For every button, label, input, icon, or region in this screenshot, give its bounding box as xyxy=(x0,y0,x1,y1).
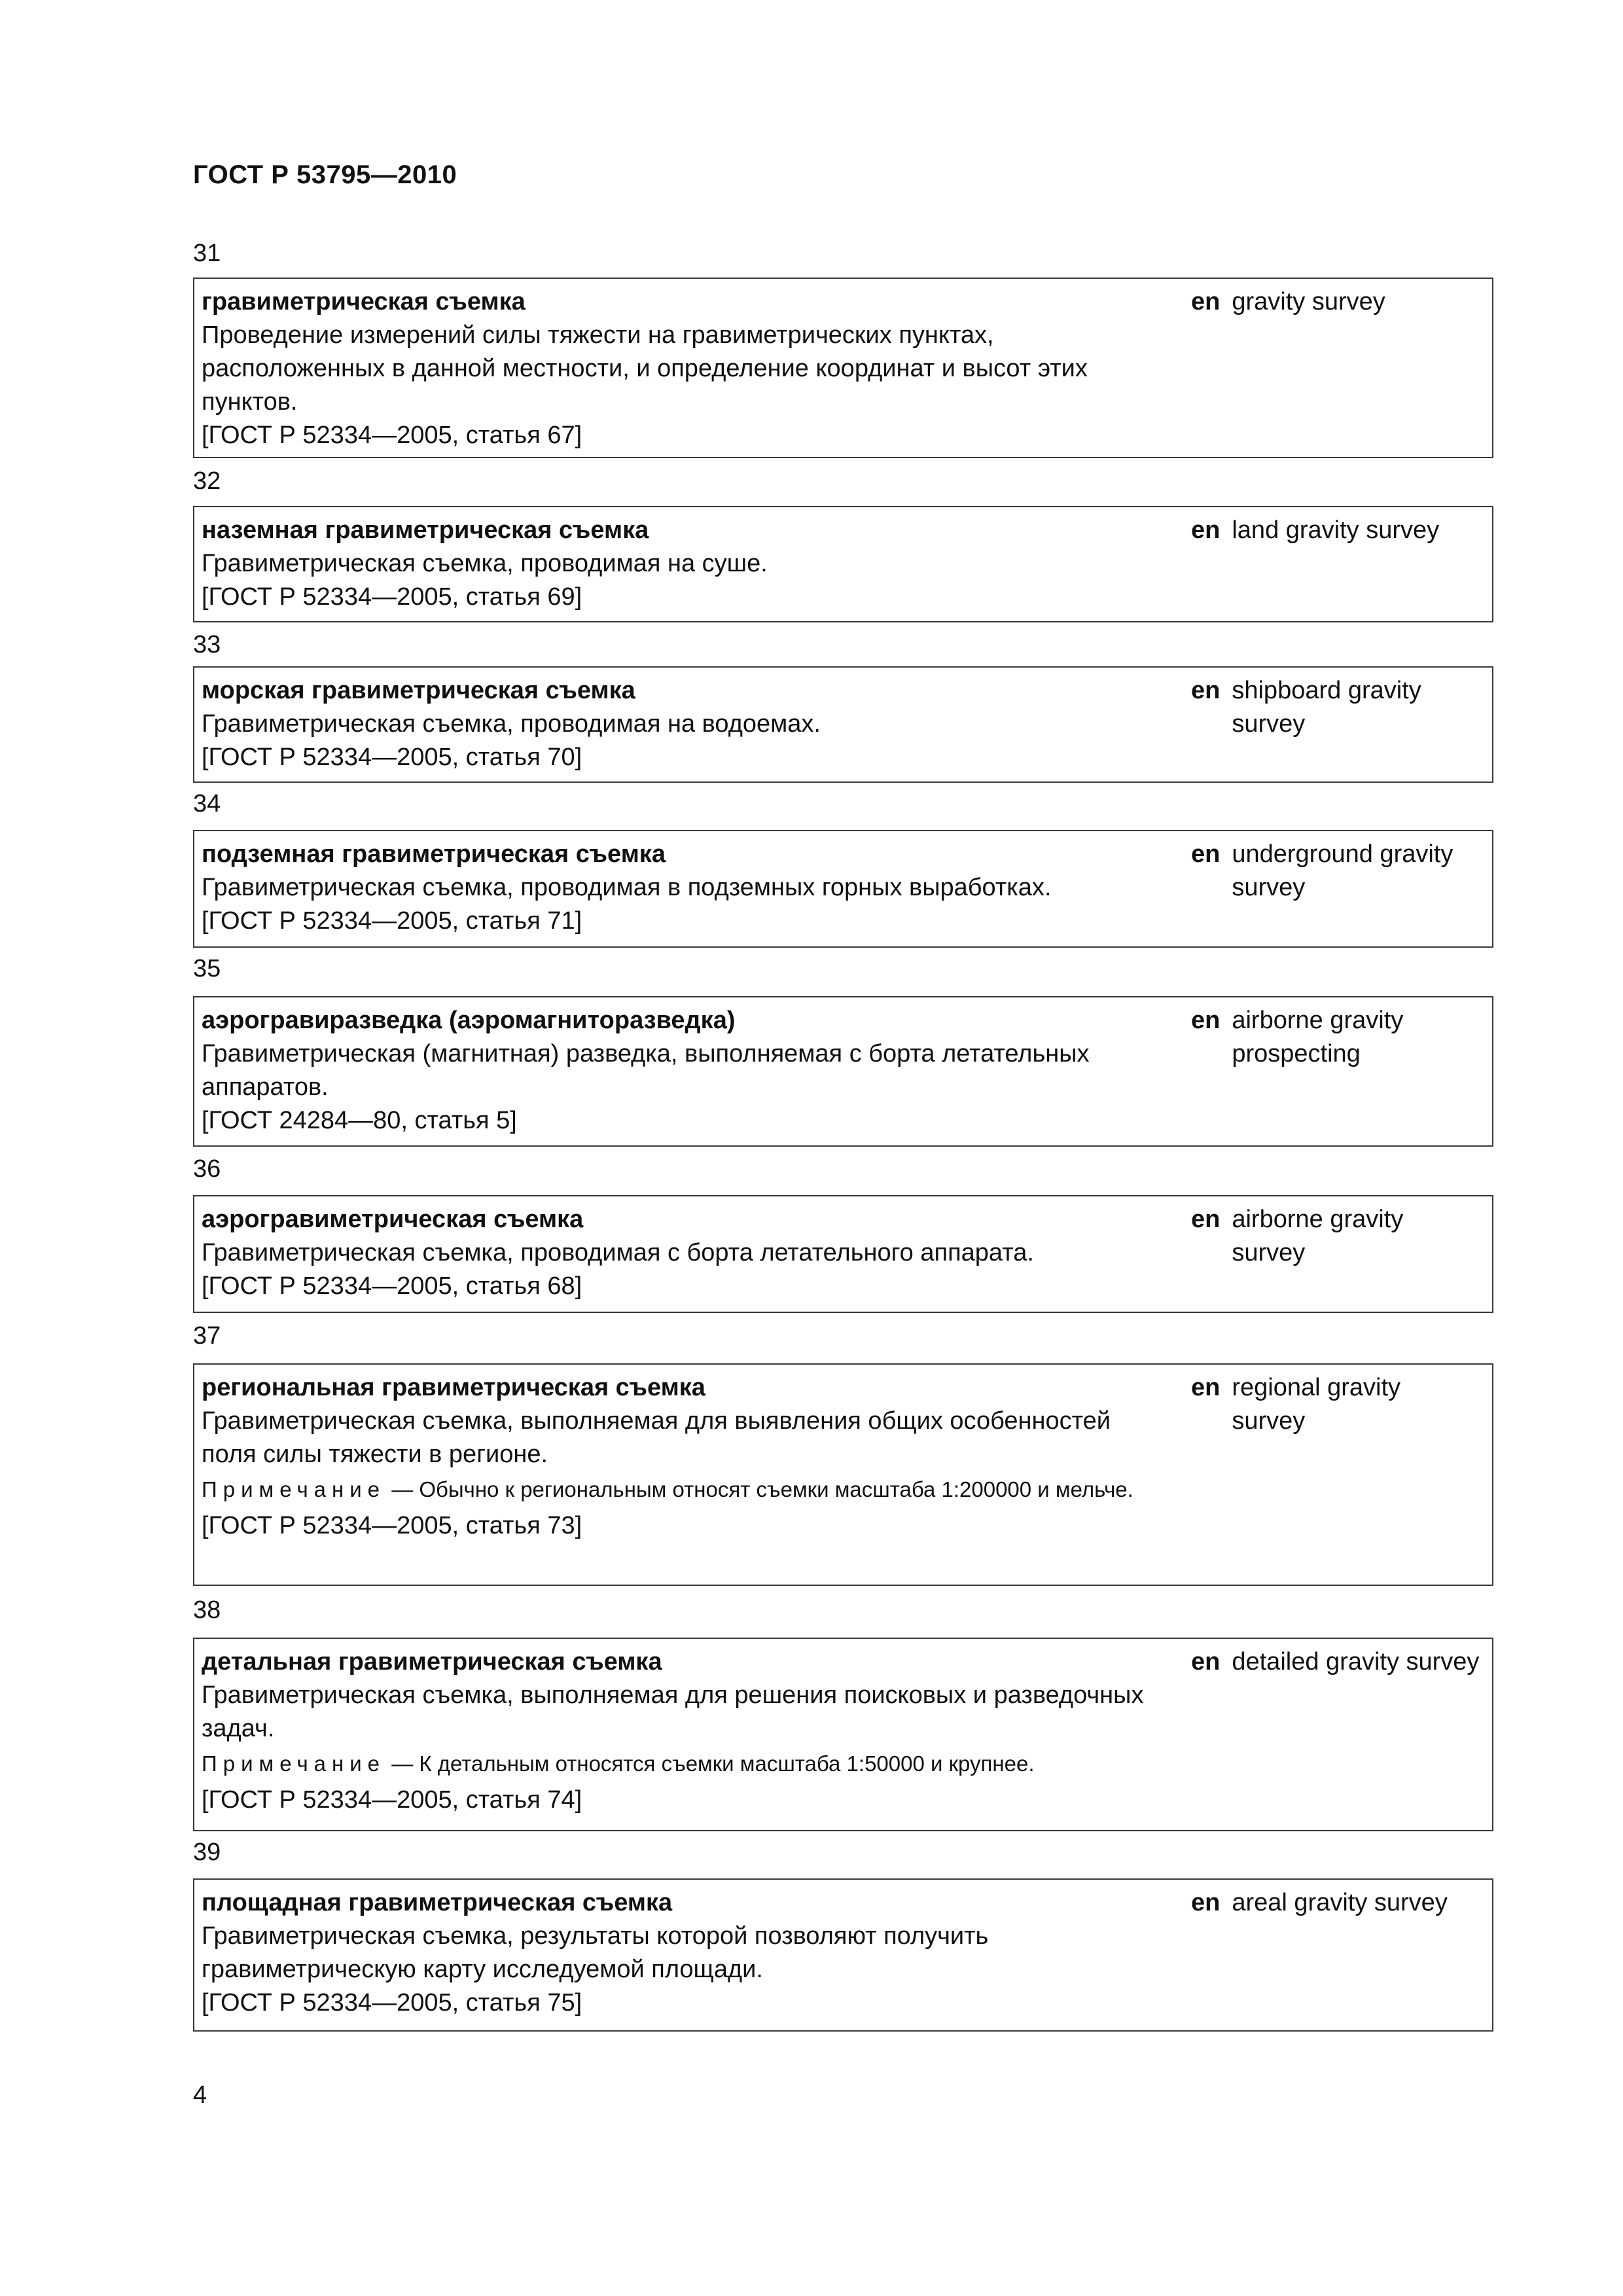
term-title: аэрогравиметрическая съемка xyxy=(202,1206,584,1233)
term-title: наземная гравиметрическая съемка xyxy=(202,516,649,544)
term-source: [ГОСТ Р 52334—2005, статья 73] xyxy=(202,1512,582,1539)
note-text: — Обычно к региональным относят съемки масштаба 1:200000 и мельче. xyxy=(391,1477,1133,1501)
term-source: [ГОСТ Р 52334—2005, статья 74] xyxy=(202,1786,582,1814)
entry-number: 34 xyxy=(193,790,221,817)
document-code-header: ГОСТ Р 53795—2010 xyxy=(193,160,457,189)
term-definition: Гравиметрическая съемка, результаты которой позволяют получить гравиметрическую карту исследуемой площади. xyxy=(202,1922,989,1983)
entry-number: 33 xyxy=(193,631,221,658)
term-definition: Гравиметрическая съемка, проводимая в подземных горных выработках. xyxy=(202,874,1052,901)
term-source: [ГОСТ Р 52334—2005, статья 67] xyxy=(202,422,582,449)
term-equivalent: airborne gravity prospecting xyxy=(1232,1007,1404,1067)
language-code: en xyxy=(1191,1007,1221,1034)
term-en-block xyxy=(1191,1645,1492,1679)
term-en-block xyxy=(1191,514,1492,547)
term-entry xyxy=(193,666,1493,783)
term-definition: Гравиметрическая съемка, проводимая на водоемах. xyxy=(202,710,821,738)
term-title: площадная гравиметрическая съемка xyxy=(202,1889,673,1916)
entry-number: 36 xyxy=(193,1155,221,1183)
term-entry xyxy=(193,996,1493,1147)
term-title: гравиметрическая съемка xyxy=(202,288,526,315)
term-en-block xyxy=(1191,1371,1492,1438)
entry-number: 39 xyxy=(193,1839,221,1866)
term-source: [ГОСТ Р 52334—2005, статья 70] xyxy=(202,744,582,771)
term-equivalent: shipboard gravity survey xyxy=(1232,677,1421,738)
term-source: [ГОСТ 24284—80, статья 5] xyxy=(202,1107,517,1134)
term-entry xyxy=(193,1195,1493,1313)
term-equivalent: airborne gravity survey xyxy=(1232,1206,1404,1266)
term-ru-block xyxy=(202,1371,1157,1543)
note-label: Примечание xyxy=(202,1477,386,1501)
term-source: [ГОСТ Р 52334—2005, статья 71] xyxy=(202,907,582,935)
language-code: en xyxy=(1191,840,1221,868)
term-equivalent: gravity survey xyxy=(1232,288,1385,315)
term-source: [ГОСТ Р 52334—2005, статья 69] xyxy=(202,583,582,611)
term-equivalent: areal gravity survey xyxy=(1232,1889,1448,1916)
term-equivalent: regional gravity survey xyxy=(1232,1374,1401,1435)
term-equivalent: land gravity survey xyxy=(1232,516,1440,544)
term-source: [ГОСТ Р 52334—2005, статья 75] xyxy=(202,1989,582,2017)
entry-number: 32 xyxy=(193,467,221,495)
term-definition: Гравиметрическая съемка, выполняемая для решения поисковых и разведочных задач. xyxy=(202,1681,1144,1742)
term-entry xyxy=(193,1638,1493,1831)
term-entry xyxy=(193,830,1493,948)
language-code: en xyxy=(1191,677,1221,704)
term-ru-block xyxy=(202,674,1157,774)
language-code: en xyxy=(1191,1648,1221,1676)
term-definition: Проведение измерений силы тяжести на гравиметрических пунктах, расположенных в данной местности, и определение координат и высот этих пунктов. xyxy=(202,321,1088,416)
term-definition: Гравиметрическая съемка, проводимая на суше. xyxy=(202,550,768,577)
term-en-block xyxy=(1191,1203,1492,1270)
term-definition: Гравиметрическая съемка, проводимая с борта летательного аппарата. xyxy=(202,1239,1034,1266)
term-definition: Гравиметрическая съемка, выполняемая для выявления общих особенностей поля силы тяжести в регионе. xyxy=(202,1407,1111,1468)
language-code: en xyxy=(1191,1206,1221,1233)
language-code: en xyxy=(1191,288,1221,315)
language-code: en xyxy=(1191,1889,1221,1916)
term-entry xyxy=(193,278,1493,458)
note-text: — К детальным относятся съемки масштаба 1:50000 и крупнее. xyxy=(391,1751,1035,1776)
term-title: региональная гравиметрическая съемка xyxy=(202,1374,705,1401)
term-ru-block xyxy=(202,514,1157,614)
entry-number: 38 xyxy=(193,1596,221,1624)
term-ru-block xyxy=(202,285,1157,452)
term-en-block xyxy=(1191,1004,1492,1071)
term-source: [ГОСТ Р 52334—2005, статья 68] xyxy=(202,1272,582,1300)
term-entry xyxy=(193,1363,1493,1586)
term-equivalent: underground gravity survey xyxy=(1232,840,1454,901)
term-note xyxy=(202,1474,1157,1505)
term-title: подземная гравиметрическая съемка xyxy=(202,840,666,868)
language-code: en xyxy=(1191,1374,1221,1401)
term-title: детальная гравиметрическая съемка xyxy=(202,1648,662,1676)
term-entry xyxy=(193,1878,1493,2032)
entry-number: 35 xyxy=(193,955,221,982)
term-ru-block xyxy=(202,1004,1157,1138)
term-title: морская гравиметрическая съемка xyxy=(202,677,635,704)
language-code: en xyxy=(1191,516,1221,544)
term-ru-block xyxy=(202,838,1157,938)
entry-number: 37 xyxy=(193,1322,221,1350)
term-equivalent: detailed gravity survey xyxy=(1232,1648,1480,1676)
note-label: Примечание xyxy=(202,1751,386,1776)
term-entry xyxy=(193,506,1493,622)
term-en-block xyxy=(1191,838,1492,905)
term-title: аэрогравиразведка (аэромагниторазведка) xyxy=(202,1007,736,1034)
entry-number: 31 xyxy=(193,240,221,267)
page-number: 4 xyxy=(193,2081,207,2109)
term-ru-block xyxy=(202,1645,1157,1817)
term-en-block xyxy=(1191,674,1492,741)
term-en-block xyxy=(1191,285,1492,319)
term-en-block xyxy=(1191,1886,1492,1920)
term-ru-block xyxy=(202,1203,1157,1303)
term-note xyxy=(202,1748,1157,1780)
term-definition: Гравиметрическая (магнитная) разведка, выполняемая с борта летательных аппаратов. xyxy=(202,1040,1090,1101)
term-ru-block xyxy=(202,1886,1157,2020)
